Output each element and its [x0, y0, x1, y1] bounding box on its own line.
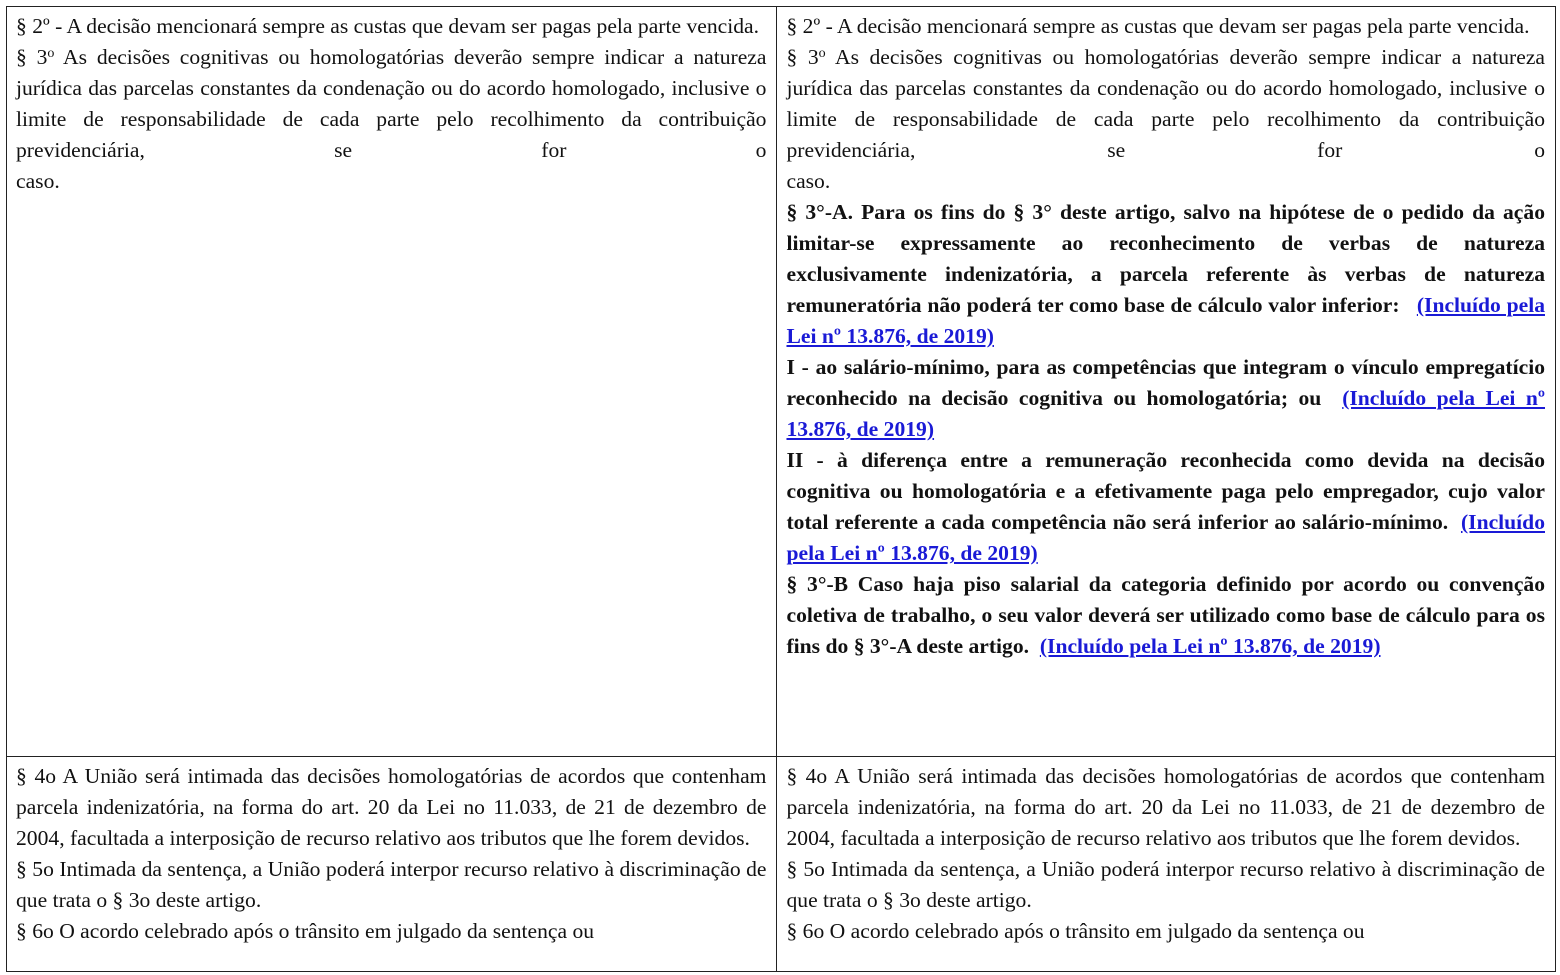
left-paragraph-6: § 6o O acordo celebrado após o trânsito em julgado da sentença ou	[16, 919, 595, 943]
right-paragraph-3-tail: caso.	[786, 169, 831, 193]
left-paragraph-4: § 4o A União será intimada das decisões homologatórias de acordos que contenham parcela indenizatória, na forma do art. 20 da Lei no 11.033, de 21 de dezembro de 2004, facultada a interposição de recurso relativo aos tributos que lhe forem devidos.	[16, 764, 767, 850]
left-paragraph-3: § 3$^o$ As decisões cognitivas ou homologatórias deverão sempre indicar a natureza jurídica das parcelas constantes da condenação ou do acordo homologado, inclusive o limite de responsabilidade de cada parte pelo recolhimento da contribuição previdenciária, se for o	[16, 45, 767, 162]
right-paragraph-4: § 4o A União será intimada das decisões homologatórias de acordos que contenham parcela indenizatória, na forma do art. 20 da Lei no 11.033, de 21 de dezembro de 2004, facultada a interposição de recurso relativo aos tributos que lhe forem devidos.	[786, 764, 1545, 850]
left-paragraph-5: § 5o Intimada da sentença, a União poderá interpor recurso relativo à discriminação de que trata o § 3o deste artigo.	[16, 857, 767, 912]
left-paragraph-2: § 2º - A decisão mencionará sempre as custas que devam ser pagas pela parte vencida.	[16, 14, 759, 38]
inclusion-link-3a[interactable]: (Incluído pela Lei nº 13.876, de 2019)	[786, 293, 1545, 348]
left-paragraph-3-tail: caso.	[16, 169, 60, 193]
right-paragraph-2: § 2º - A decisão mencionará sempre as custas que devam ser pagas pela parte vencida.	[786, 14, 1530, 38]
right-cell-top	[777, 7, 1556, 757]
left-cell-bottom	[7, 757, 777, 972]
right-cell-bottom	[777, 757, 1556, 972]
inclusion-link-II[interactable]: (Incluído pela Lei nº 13.876, de 2019)	[786, 510, 1545, 565]
inclusion-link-I[interactable]: (Incluído pela Lei nº 13.876, de 2019)	[786, 386, 1545, 441]
right-paragraph-II: II - à diferença entre a remuneração reconhecida como devida na decisão cognitiva ou homologatória e a efetivamente paga pelo empregador, cujo valor total referente a cada competência não será inferior ao salário-mínimo. (Incluído pela Lei nº 13.876, de 2019)	[786, 448, 1545, 565]
right-paragraph-3: § 3$^o$ As decisões cognitivas ou homologatórias deverão sempre indicar a natureza jurídica das parcelas constantes da condenação ou do acordo homologado, inclusive o limite de responsabilidade de cada parte pelo recolhimento da contribuição previdenciária, se for o	[786, 45, 1545, 162]
right-paragraph-3a: § 3°-A. Para os fins do § 3° deste artigo, salvo na hipótese de o pedido da ação limitar-se expressamente ao reconhecimento de verbas de natureza exclusivamente indenizatória, a parcela referente às verbas de natureza remuneratória não poderá ter como base de cálculo valor inferior: (Incluído pela Lei nº 13.876, de 2019)	[786, 200, 1545, 348]
right-paragraph-3b: § 3°-B Caso haja piso salarial da categoria definido por acordo ou convenção coletiva de trabalho, o seu valor deverá ser utilizado como base de cálculo para os fins do § 3°-A deste artigo. (Incluído pela Lei nº 13.876, de 2019)	[786, 572, 1545, 658]
right-paragraph-I: I - ao salário-mínimo, para as competências que integram o vínculo empregatício reconhecido na decisão cognitiva ou homologatória; ou (Incluído pela Lei nº 13.876, de 2019)	[786, 355, 1545, 441]
inclusion-link-3b[interactable]: (Incluído pela Lei nº 13.876, de 2019)	[1039, 634, 1381, 658]
left-cell-top	[7, 7, 777, 757]
right-paragraph-6: § 6o O acordo celebrado após o trânsito em julgado da sentença ou	[786, 919, 1365, 943]
comparison-table	[6, 6, 1556, 972]
table-row-top	[7, 7, 1556, 757]
table-row-bottom	[7, 757, 1556, 972]
right-paragraph-5: § 5o Intimada da sentença, a União poderá interpor recurso relativo à discriminação de que trata o § 3o deste artigo.	[786, 857, 1545, 912]
